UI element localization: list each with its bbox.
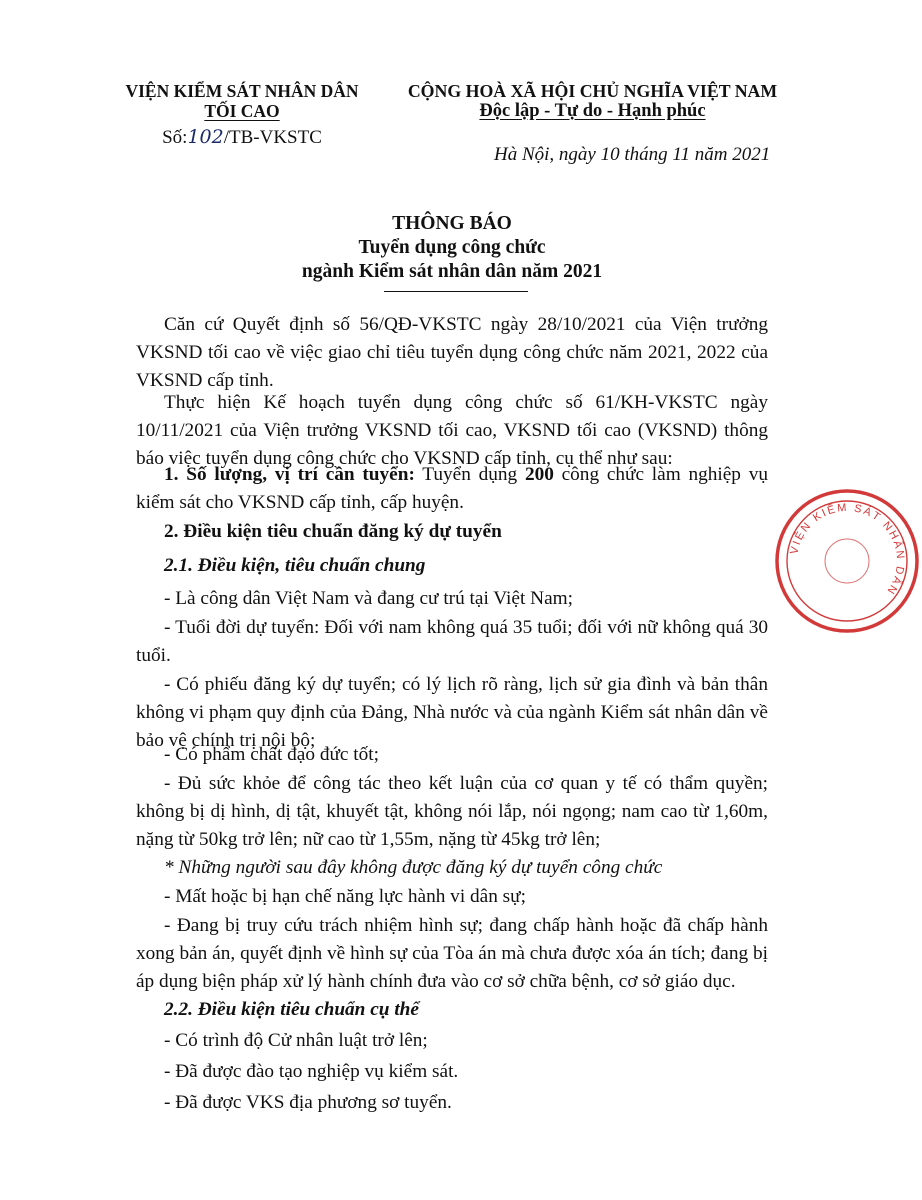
handwritten-number: 102: [187, 126, 224, 148]
official-seal-stamp: [772, 486, 922, 636]
specific-condition-3: - Đã được VKS địa phương sơ tuyển.: [164, 1092, 452, 1113]
section-2-title: 2. Điều kiện tiêu chuẩn đăng ký dự tuyển: [164, 521, 502, 542]
number-suffix: /TB-VKSTC: [223, 127, 322, 148]
notice-title: THÔNG BÁO: [392, 213, 512, 234]
general-condition-3: - Có phiếu đăng ký dự tuyển; có lý lịch rõ ràng, lịch sử gia đình và bản thân không vi phạm quy định của Đảng, Nhà nước và của ngành Kiểm sát nhân dân về bảo vệ chính trị nội bộ;: [136, 674, 768, 751]
agency-name-line1: VIỆN KIỂM SÁT NHÂN DÂN: [125, 81, 359, 101]
specific-condition-2: - Đã được đào tạo nghiệp vụ kiểm sát.: [164, 1061, 459, 1082]
quantity-label: 1. Số lượng, vị trí cần tuyển:: [164, 464, 415, 485]
number-prefix: Số:: [162, 127, 188, 148]
quantity-number: 200: [524, 464, 554, 485]
quantity-post: công chức làm nghiệp vụ kiểm sát cho VKSND cấp tỉnh, cấp huyện.: [136, 464, 768, 513]
motto: [400, 100, 785, 122]
general-condition-5: - Đủ sức khỏe để công tác theo kết luận của cơ quan y tế có thẩm quyền; không bị dị hình, dị tật, khuyết tật, không nói lắp, nói ngọng; nam cao từ 1,60m, nặng từ 50kg trở lên; nữ cao từ 1,55m, nặng từ 45kg trở lên;: [136, 773, 768, 850]
document-number: [108, 124, 376, 151]
section-2-2-title: 2.2. Điều kiện tiêu chuẩn cụ thể: [164, 999, 419, 1020]
section-2-1-title: 2.1. Điều kiện, tiêu chuẩn chung: [164, 555, 426, 576]
notice-subtitle-1: Tuyển dụng công chức: [358, 237, 546, 258]
general-condition-2: - Tuổi đời dự tuyển: Đối với nam không quá 35 tuổi; đối với nữ không quá 30 tuổi.: [136, 617, 768, 666]
paragraph-basis: Căn cứ Quyết định số 56/QĐ-VKSTC ngày 28/10/2021 của Viện trưởng VKSND tối cao về việc giao chỉ tiêu tuyển dụng công chức năm 2021, 2022 của VKSND cấp tỉnh.: [136, 314, 768, 391]
title-divider: [384, 291, 528, 292]
agency-name-line2-text: TỐI CAO: [204, 101, 280, 121]
agency-name-line2: [108, 100, 376, 122]
general-condition-4: - Có phẩm chất đạo đức tốt;: [164, 744, 379, 765]
exclusion-1: - Mất hoặc bị hạn chế năng lực hành vi dân sự;: [164, 886, 526, 907]
quantity-pre: Tuyển dụng: [414, 464, 525, 485]
exclusion-title: * Những người sau đây không được đăng ký dự tuyển công chức: [164, 857, 663, 878]
exclusion-2: - Đang bị truy cứu trách nhiệm hình sự; đang chấp hành hoặc đã chấp hành xong bản án, quyết định về hình sự của Tòa án mà chưa được xóa án tích; đang bị áp dụng biện pháp xử lý hành chính đưa vào cơ sở chữa bệnh, cơ sở giáo dục.: [136, 915, 768, 992]
country-name: CỘNG HOÀ XÃ HỘI CHỦ NGHĨA VIỆT NAM: [407, 81, 778, 101]
general-condition-1: - Là công dân Việt Nam và đang cư trú tại Việt Nam;: [164, 588, 573, 609]
seal-text: VIỆN KIỂM SÁT NHÂN DÂN: [788, 501, 907, 598]
notice-subtitle-2: ngành Kiểm sát nhân dân năm 2021: [301, 261, 603, 282]
paragraph-implementation: Thực hiện Kế hoạch tuyển dụng công chức số 61/KH-VKSTC ngày 10/11/2021 của Viện trưởng VKSND tối cao, VKSND tối cao (VKSND) thông báo việc tuyển dụng công chức cho VKSND cấp tỉnh, cụ thể như sau:: [136, 392, 768, 469]
paragraph-quantity: [136, 461, 768, 517]
motto-text: Độc lập - Tự do - Hạnh phúc: [479, 101, 706, 121]
seal-emblem: [825, 539, 869, 583]
place-date: Hà Nội, ngày 10 tháng 11 năm 2021: [494, 144, 771, 165]
specific-condition-1: - Có trình độ Cử nhân luật trở lên;: [164, 1030, 428, 1051]
seal-inner-ring: [787, 501, 907, 621]
